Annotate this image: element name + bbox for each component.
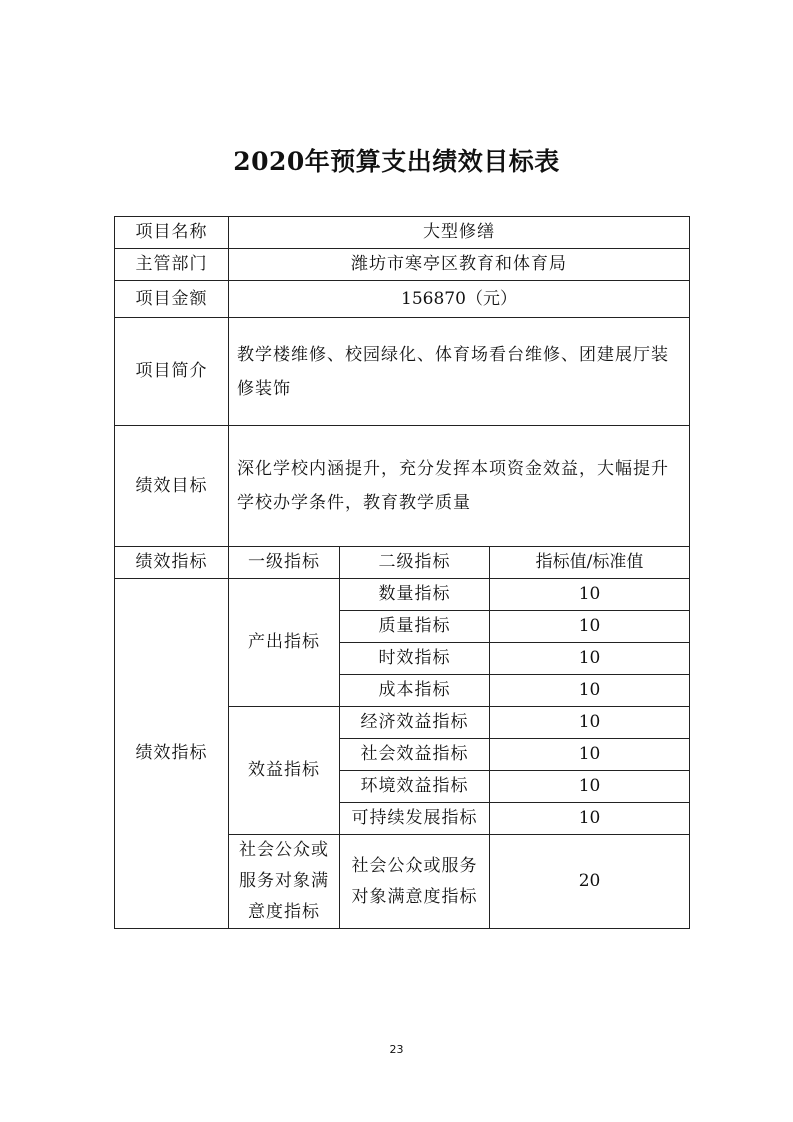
level2-cell: 社会效益指标 — [340, 739, 490, 771]
level1-satisfaction — [229, 835, 340, 929]
table-row-amount — [115, 281, 690, 318]
page-number: 23 — [389, 1043, 404, 1056]
amount-value: 156870（元） — [229, 281, 690, 318]
table-row-summary — [115, 318, 690, 426]
level2-cell: 质量指标 — [340, 611, 490, 643]
level1-satisfaction-line: 服务对象满 — [239, 871, 329, 891]
level1-benefit: 效益指标 — [229, 707, 340, 835]
level2-satisfaction-line: 对象满意度指标 — [351, 886, 478, 907]
indicator-header-level2: 二级指标 — [340, 547, 490, 579]
value-cell: 20 — [490, 835, 690, 929]
table-row-department — [115, 249, 690, 281]
page-title: 2020年预算支出绩效目标表 — [233, 147, 560, 176]
performance-target-table — [114, 216, 690, 929]
level1-output: 产出指标 — [229, 579, 340, 707]
goal-label: 绩效目标 — [115, 426, 229, 547]
summary-value: 教学楼维修、校园绿化、体育场看台维修、团建展厅装修装饰 — [229, 318, 690, 426]
value-cell: 10 — [490, 579, 690, 611]
level2-satisfaction — [340, 835, 490, 929]
goal-value: 深化学校内涵提升，充分发挥本项资金效益，大幅提升学校办学条件，教育教学质量 — [229, 426, 690, 547]
level2-cell: 成本指标 — [340, 675, 490, 707]
project-name-value: 大型修缮 — [229, 217, 690, 249]
table-row-goal — [115, 426, 690, 547]
project-name-label: 项目名称 — [115, 217, 229, 249]
indicator-header-col0: 绩效指标 — [115, 547, 229, 579]
department-value: 潍坊市寒亭区教育和体育局 — [229, 249, 690, 281]
value-cell: 10 — [490, 611, 690, 643]
level2-satisfaction-line: 社会公众或服务 — [351, 855, 478, 876]
level1-satisfaction-line: 意度指标 — [248, 902, 320, 922]
indicator-section-label: 绩效指标 — [115, 579, 229, 929]
level2-cell: 可持续发展指标 — [340, 803, 490, 835]
value-cell: 10 — [490, 803, 690, 835]
value-cell: 10 — [490, 707, 690, 739]
indicator-header-level1: 一级指标 — [229, 547, 340, 579]
level2-cell: 时效指标 — [340, 643, 490, 675]
indicator-header-value: 指标值/标准值 — [490, 547, 690, 579]
amount-label: 项目金额 — [115, 281, 229, 318]
department-label: 主管部门 — [115, 249, 229, 281]
summary-label: 项目简介 — [115, 318, 229, 426]
level2-cell: 经济效益指标 — [340, 707, 490, 739]
level1-satisfaction-line: 社会公众或 — [239, 840, 329, 860]
value-cell: 10 — [490, 739, 690, 771]
value-cell: 10 — [490, 675, 690, 707]
level2-cell: 环境效益指标 — [340, 771, 490, 803]
indicator-header-row — [115, 547, 690, 579]
value-cell: 10 — [490, 771, 690, 803]
table-row — [115, 579, 690, 611]
table-row-project-name — [115, 217, 690, 249]
value-cell: 10 — [490, 643, 690, 675]
level2-cell: 数量指标 — [340, 579, 490, 611]
